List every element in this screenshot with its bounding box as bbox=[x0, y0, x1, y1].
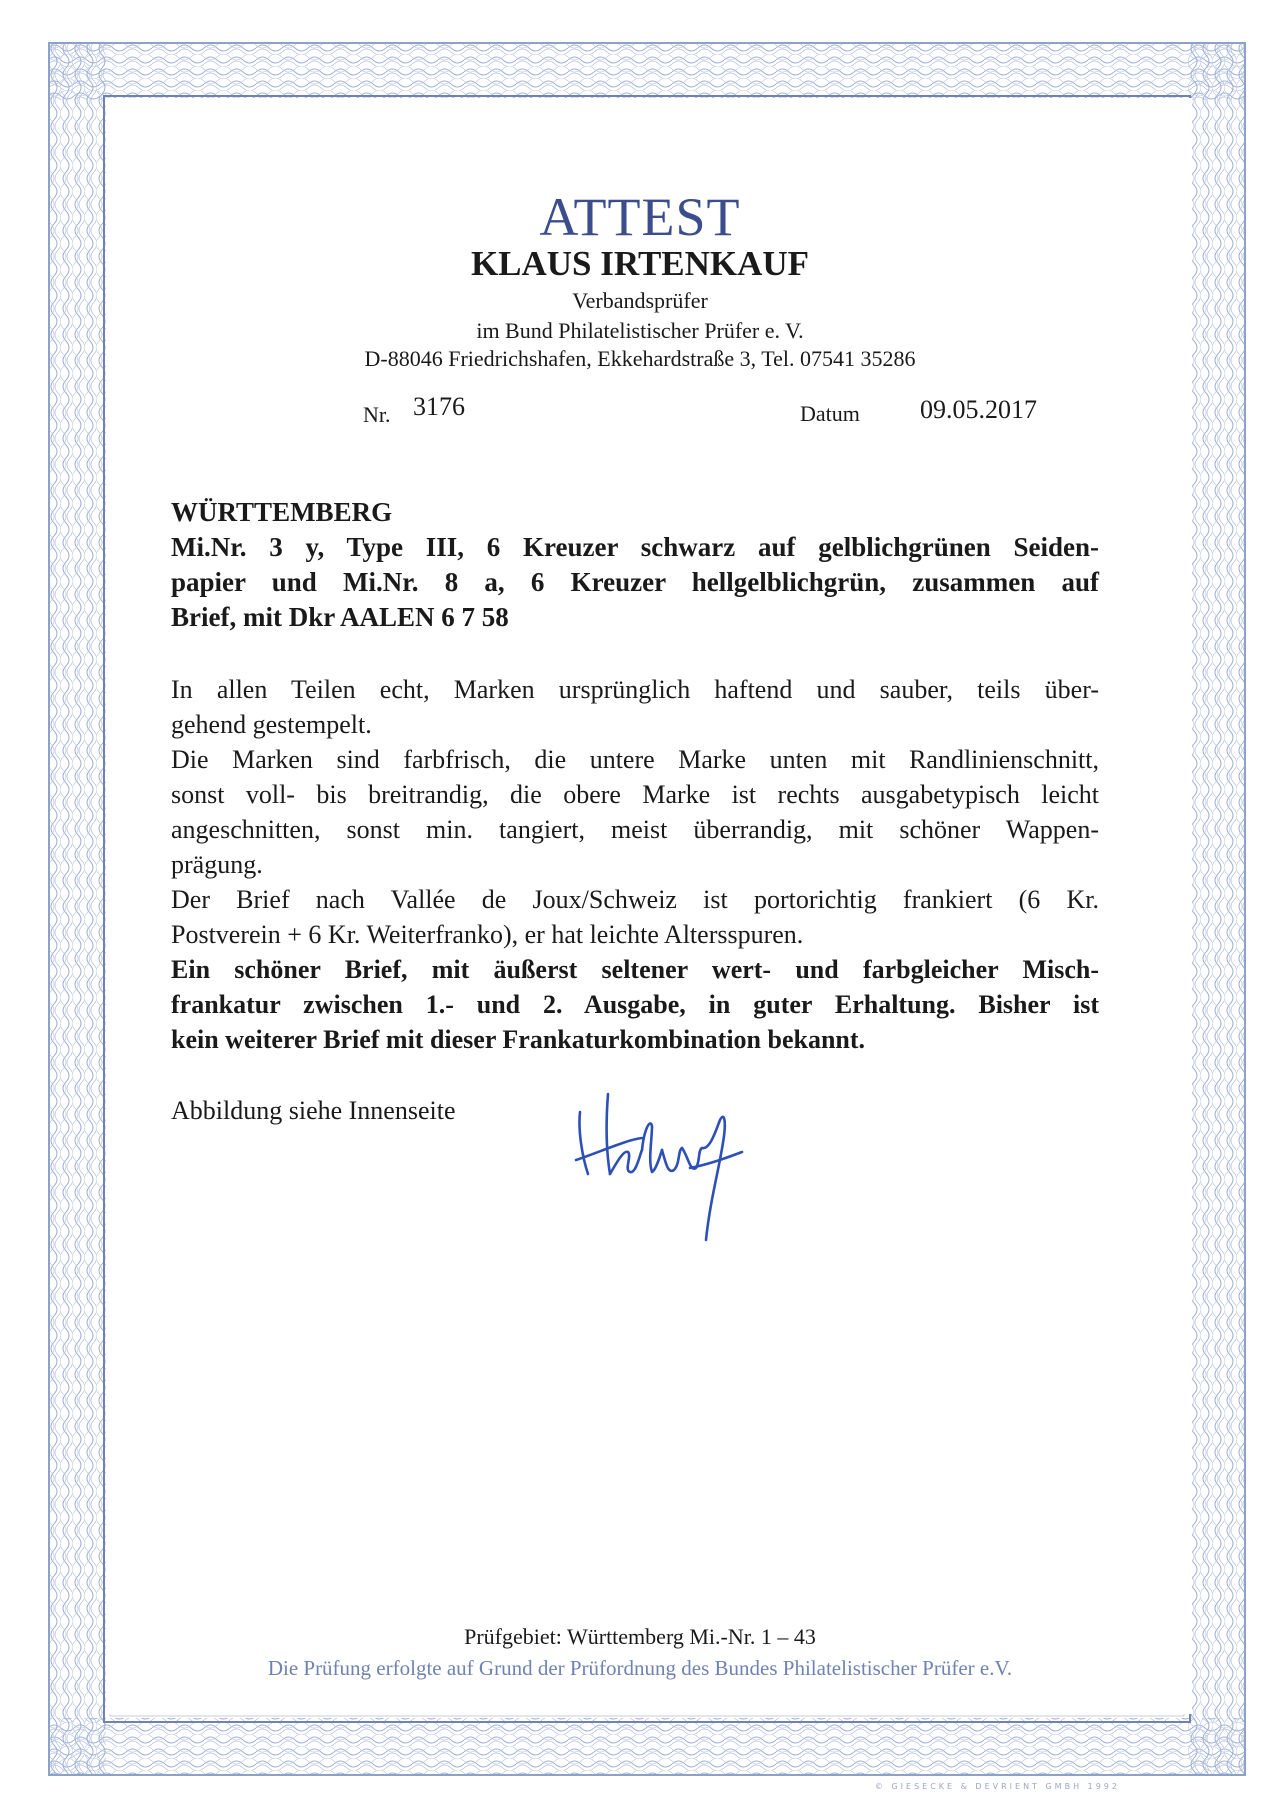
body-line: sonst voll- bis breitrandig, die obere Marke ist rechts ausgabetypisch leicht bbox=[171, 780, 1099, 809]
examination-area: Prüfgebiet: Württemberg Mi.-Nr. 1 – 43 bbox=[464, 1624, 816, 1649]
subject-line: papier und Mi.Nr. 8 a, 6 Kreuzer hellgelblichgrün, zusammen auf bbox=[171, 567, 1099, 597]
body-line-bold: frankatur zwischen 1.- und 2. Ausgabe, in guter Erhaltung. Bisher ist bbox=[171, 990, 1099, 1019]
body-line: In allen Teilen echt, Marken ursprünglich haftend und sauber, teils über- bbox=[171, 675, 1099, 704]
examination-statement: Die Prüfung erfolgte auf Grund der Prüfordnung des Bundes Philatelistischer Prüfer e.V. bbox=[267, 1656, 1013, 1680]
body-line-bold: kein weiterer Brief mit dieser Frankaturkombination bekannt. bbox=[171, 1025, 866, 1054]
body-line: Die Marken sind farbfrisch, die untere Marke unten mit Randlinienschnitt, bbox=[171, 745, 1099, 774]
paper-maker-imprint: © GIESECKE & DEVRIENT GMBH 1992 bbox=[874, 1782, 1120, 1791]
subject-region: WÜRTTEMBERG bbox=[171, 497, 393, 527]
body-line: Der Brief nach Vallée de Joux/Schweiz ist portorichtig frankiert (6 Kr. bbox=[171, 885, 1099, 914]
examiner-signature bbox=[570, 1090, 750, 1250]
body-line: angeschnitten, sonst min. tangiert, meist überrandig, mit schöner Wappen- bbox=[171, 815, 1099, 844]
certificate-title: ATTEST bbox=[539, 187, 741, 247]
examiner-name: KLAUS IRTENKAUF bbox=[470, 244, 810, 283]
certificate-number: 3176 bbox=[413, 392, 465, 421]
illustration-note: Abbildung siehe Innenseite bbox=[171, 1096, 456, 1125]
body-line: gehend gestempelt. bbox=[171, 710, 372, 739]
examiner-role: Verbandsprüfer bbox=[572, 288, 708, 313]
body-line-bold: Ein schöner Brief, mit äußerst seltener wert- und farbgleicher Misch- bbox=[171, 955, 1099, 984]
subject-line: Mi.Nr. 3 y, Type III, 6 Kreuzer schwarz auf gelblichgrünen Seiden- bbox=[171, 532, 1099, 562]
body-line: prägung. bbox=[171, 850, 263, 879]
subject-line-postmark bbox=[171, 600, 1099, 635]
examiner-address: D-88046 Friedrichshafen, Ekkehardstraße 3, Tel. 07541 35286 bbox=[364, 346, 916, 371]
date-label: Datum bbox=[800, 401, 860, 426]
examiner-association: im Bund Philatelistischer Prüfer e. V. bbox=[476, 318, 804, 343]
subject-line: Brief, mit Dkr AALEN 6 7 58 bbox=[171, 602, 509, 632]
body-line: Postverein + 6 Kr. Weiterfranko), er hat leichte Altersspuren. bbox=[171, 920, 804, 949]
certificate-date: 09.05.2017 bbox=[920, 395, 1037, 424]
certificate-number-label: Nr. bbox=[363, 402, 391, 427]
